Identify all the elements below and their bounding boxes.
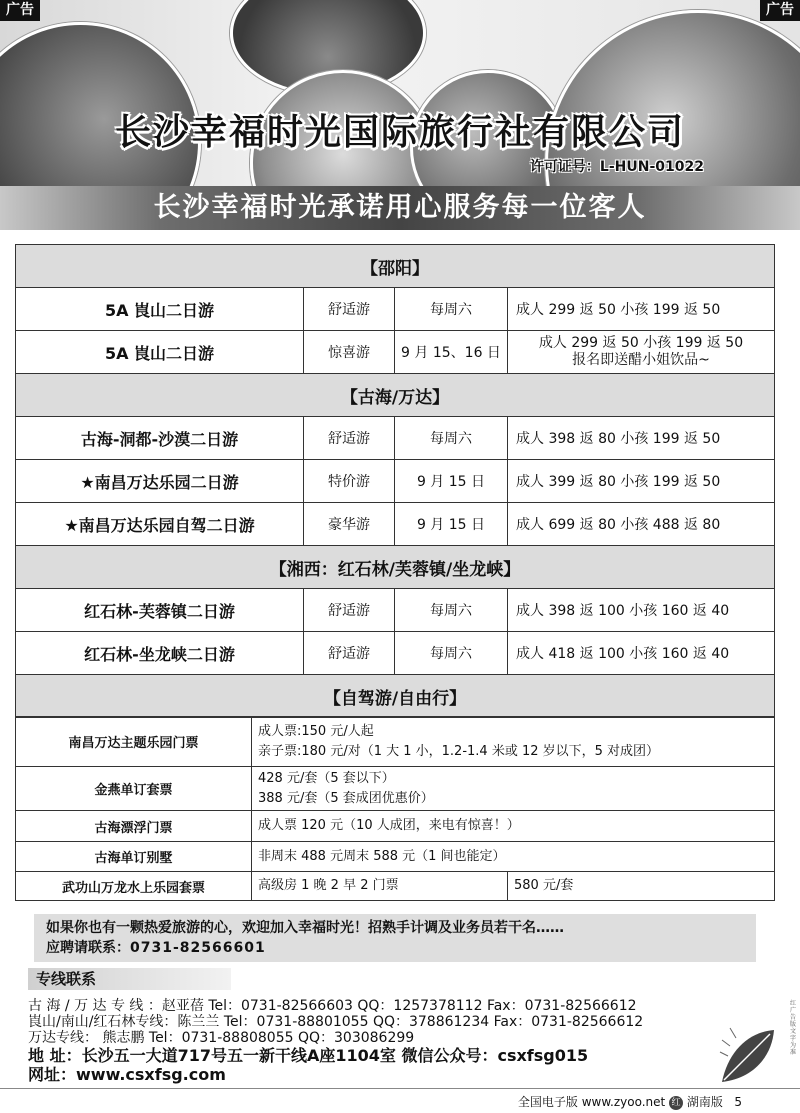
route-price: 成人 399 返 80 小孩 199 返 50	[508, 460, 775, 503]
item-name: 古海漂浮门票	[16, 811, 252, 842]
page-number: 5	[734, 1095, 742, 1109]
route-date: 每周六	[395, 417, 508, 460]
route-price: 成人 418 返 100 小孩 160 返 40	[508, 632, 775, 675]
route-name: 红石林-坐龙峡二日游	[16, 632, 304, 675]
section-title: 【自驾游/自由行】	[16, 675, 775, 718]
recruit-contact-label: 应聘请联系：	[46, 940, 130, 956]
route-date: 每周六	[395, 632, 508, 675]
contact-line: 崀山/南山/红石林专线：陈兰兰 Tel：0731-88801055 QQ：378861234 Fax：0731-82566612	[28, 1014, 644, 1030]
route-price: 成人 398 返 80 小孩 199 返 50	[508, 417, 775, 460]
item-price: 580 元/套	[508, 872, 775, 901]
table-row	[16, 331, 775, 374]
item-line: 成人票:150 元/人起	[258, 723, 374, 739]
ad-label-right: 广告	[760, 0, 800, 21]
route-price-cell	[508, 331, 775, 374]
contact-section-label: 专线联系	[28, 968, 231, 990]
route-price: 成人 699 返 80 小孩 488 返 80	[508, 503, 775, 546]
route-date: 9 月 15 日	[395, 460, 508, 503]
website: 网址：www.csxfsg.com	[28, 1065, 226, 1084]
item-line: 非周末 488 元周末 588 元（1 间也能定）	[252, 842, 775, 872]
route-type: 舒适游	[304, 417, 395, 460]
route-price: 成人 299 返 50 小孩 199 返 50	[508, 288, 775, 331]
route-name: ★南昌万达乐园二日游	[16, 460, 304, 503]
ad-label-left: 广告	[0, 0, 40, 21]
route-type: 特价游	[304, 460, 395, 503]
route-note: 报名即送醋小姐饮品~	[572, 352, 710, 368]
item-line: 亲子票:180 元/对（1 大 1 小，1.2-1.4 米或 12 岁以下，5 对成团）	[258, 743, 660, 759]
table-row	[16, 767, 775, 811]
recruit-box	[34, 914, 756, 962]
page-footer	[0, 1088, 800, 1113]
table-row	[16, 503, 775, 546]
route-type: 舒适游	[304, 589, 395, 632]
route-name: 5A 崀山二日游	[16, 288, 304, 331]
route-name: ★南昌万达乐园自驾二日游	[16, 503, 304, 546]
item-name: 南昌万达主题乐园门票	[16, 717, 252, 767]
contact-lines	[28, 998, 778, 1084]
item-line: 388 元/套（5 套成团优惠价）	[258, 790, 434, 806]
decorative-leaf-icon	[718, 1012, 778, 1088]
table-row	[16, 842, 775, 872]
section-title: 【湘西：红石林/芙蓉镇/坐龙峡】	[16, 546, 775, 589]
footer-site: 全国电子版 www.zyoo.net	[517, 1095, 666, 1109]
route-name: 古海-洞都-沙漠二日游	[16, 417, 304, 460]
contact-line: 古 海 / 万 达 专 线 ：赵亚蓓 Tel：0731-82566603 QQ：1257378112 Fax：0731-82566612	[28, 998, 637, 1014]
recruit-text: 如果你也有一颗热爱旅游的心，欢迎加入幸福时光！招熟手计调及业务员若干名……	[46, 920, 564, 936]
table-row	[16, 589, 775, 632]
section-title: 【邵阳】	[16, 245, 775, 288]
item-line: 高级房 1 晚 2 早 2 门票	[252, 872, 508, 901]
route-type: 惊喜游	[304, 331, 395, 374]
recruit-contact-tel: 0731-82566601	[130, 940, 266, 956]
item-name: 古海单订别墅	[16, 842, 252, 872]
route-name: 5A 崀山二日游	[16, 331, 304, 374]
table-row	[16, 417, 775, 460]
footer-text	[518, 1093, 742, 1110]
item-info	[252, 717, 775, 767]
recruit-contact	[46, 938, 744, 958]
item-name: 武功山万龙水上乐园套票	[16, 872, 252, 901]
table-row	[16, 460, 775, 503]
table-row	[16, 288, 775, 331]
route-price: 成人 299 返 50 小孩 199 返 50	[538, 335, 744, 351]
route-type: 舒适游	[304, 288, 395, 331]
contact-line: 万达专线： 熊志鹏 Tel：0731-88808055 QQ：303086299	[28, 1030, 415, 1046]
item-info	[252, 767, 775, 811]
edition-badge-icon: 红	[669, 1096, 683, 1110]
side-note: 红广告版文字为准	[790, 1000, 797, 1056]
table-row	[16, 811, 775, 842]
route-price: 成人 398 返 100 小孩 160 返 40	[508, 589, 775, 632]
routes-table	[15, 244, 775, 718]
route-date: 9 月 15、16 日	[395, 331, 508, 374]
item-line: 428 元/套（5 套以下）	[258, 770, 395, 786]
route-date: 每周六	[395, 288, 508, 331]
header-banner	[0, 0, 800, 186]
route-date: 每周六	[395, 589, 508, 632]
route-name: 红石林-芙蓉镇二日游	[16, 589, 304, 632]
route-date: 9 月 15 日	[395, 503, 508, 546]
table-row	[16, 872, 775, 901]
slogan-banner: 长沙幸福时光承诺用心服务每一位客人	[0, 186, 800, 230]
license-number: 许可证号：L-HUN-01022	[529, 159, 704, 175]
route-type: 舒适游	[304, 632, 395, 675]
address: 地 址：长沙五一大道717号五一新干线A座1104室 微信公众号：csxfsg015	[28, 1046, 589, 1065]
company-name: 长沙幸福时光国际旅行社有限公司	[114, 112, 685, 153]
self-drive-table	[15, 716, 775, 901]
item-name: 金燕单订套票	[16, 767, 252, 811]
footer-edition: 湖南版	[686, 1095, 723, 1109]
item-line: 成人票 120 元（10 人成团，来电有惊喜！）	[252, 811, 775, 842]
table-row	[16, 717, 775, 767]
table-row	[16, 632, 775, 675]
section-title: 【古海/万达】	[16, 374, 775, 417]
route-type: 豪华游	[304, 503, 395, 546]
